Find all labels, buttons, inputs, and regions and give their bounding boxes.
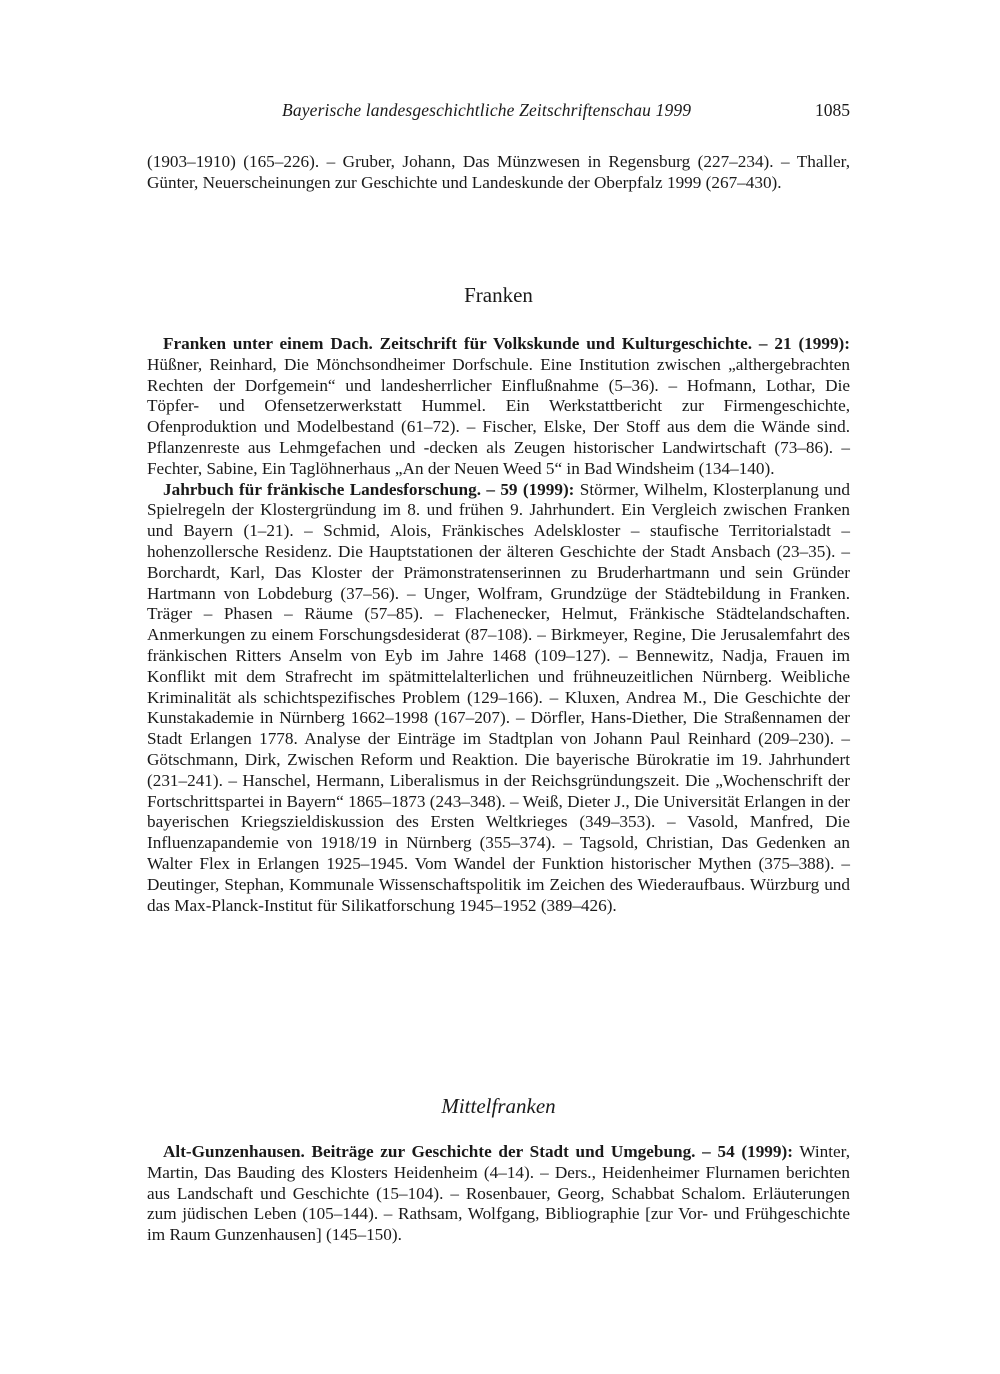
mittelfranken-entries: [147, 1142, 850, 1246]
entry-title: Jahrbuch für fränkische Landesforschung. – 59 (1999):: [163, 479, 575, 499]
entry-text: Hüßner, Reinhard, Die Mönchsondheimer Dorfschule. Eine Institution zwischen „althergebrachten Rechten der Dorfgemein“ und landesherrlicher Einflußnahme (5–36). – Hofmann, Lothar, Die Töpfer- und Ofensetzerwerkstatt Hummel. Ein Werkstattbericht zur Firmengeschichte, Ofenproduktion und Modelbestand (61–72). – Fischer, Elske, Der Stoff aus dem die Wände sind. Pflanzenreste aus Lehmgefachen und -decken als Zeugen historischer Landwirtschaft (73–86). – Fechter, Sabine, Ein Taglöhnerhaus „An der Neuen Weed 5“ in Bad Windsheim (134–140).: [147, 354, 850, 478]
continuation-text-block: [147, 152, 850, 194]
continuation-paragraph: (1903–1910) (165–226). – Gruber, Johann, Das Münzwesen in Regensburg (227–234). – Thaller, Günter, Neuerscheinungen zur Geschichte und Landeskunde der Oberpfalz 1999 (267–430).: [147, 152, 850, 192]
entry-title: Alt-Gunzenhausen. Beiträge zur Geschichte der Stadt und Umgebung. – 54 (1999):: [163, 1142, 793, 1161]
section-heading-franken: Franken: [464, 283, 533, 307]
page-number: 1085: [815, 100, 850, 120]
running-head: [147, 100, 850, 126]
running-title: Bayerische landesgeschichtliche Zeitschriftenschau 1999: [282, 100, 692, 120]
bibliography-entry: [147, 480, 850, 917]
entry-text: Störmer, Wilhelm, Klosterplanung und Spielregeln der Klostergründung im 8. und frühen 9. Jahrhundert. Ein Vergleich zwischen Franken und Bayern (1–21). – Schmid, Alois, Fränkisches Adelskloster – staufische Territorialstadt – hohenzollersche Residenz. Die Hauptstationen der älteren Geschichte der Stadt Ansbach (23–35). – Borchardt, Karl, Das Kloster der Prämonstratenserinnen zu Bruderhartmann und sein Gründer Hartmann von Lobdeburg (37–56). – Unger, Wolfram, Grundzüge der Städtebildung in Franken. Träger – Phasen – Räume (57–85). – Flachenecker, Helmut, Fränkische Städtelandschaften. Anmerkungen zu einem Forschungsdesiderat (87–108). – Birkmeyer, Regine, Die Jerusalemfahrt des fränkischen Ritters Anselm von Eyb im Jahre 1468 (109–127). – Bennewitz, Nadja, Frauen im Konflikt mit dem Strafrecht im spätmittelalterlichen und frühneuzeitlichen Nürnberg. Weibliche Kriminalität als schichtspezifisches Problem (129–166). – Kluxen, Andrea M., Die Geschichte der Kunstakademie in Nürnberg 1662–1998 (167–207). – Dörfler, Hans-Diether, Die Straßennamen der Stadt Erlangen 1778. Analyse der Einträge im Stadtplan von Johann Paul Reinhard (209–230). – Götschmann, Dirk, Zwischen Reform und Reaktion. Die bayerische Bürokratie im 19. Jahrhundert (231–241). – Hanschel, Hermann, Liberalismus in der Reichsgründungszeit. Die „Wochenschrift der Fortschrittspartei in Bayern“ 1865–1873 (243–348). – Weiß, Dieter J., Die Universität Erlangen in der bayerischen Kriegszieldiskussion des Ersten Weltkrieges (349–353). – Vasold, Manfred, Die Influenzapandemie von 1918/19 in Nürnberg (355–374). – Tagsold, Christian, Das Gedenken an Walter Flex in Erlangen 1925–1945. Vom Wandel der Funktion historischer Mythen (375–388). – Deutinger, Stephan, Kommunale Wissenschaftspolitik im Zeichen des Wiederaufbaus. Würzburg und das Max-Planck-Institut für Silikatforschung 1945–1952 (389–426).: [147, 479, 850, 915]
entry-text: Winter, Martin, Das Bauding des Klosters Heidenheim (4–14). – Ders., Heidenheimer Flurnamen berichten aus Landschaft und Geschichte (15–104). – Rosenbauer, Georg, Schabbat Schalom. Erläuterungen zum jüdischen Leben (105–144). – Rathsam, Wolfgang, Bibliographie [zur Vor- und Frühgeschichte im Raum Gunzenhausen] (145–150).: [147, 1142, 851, 1245]
franken-entries: [147, 334, 850, 916]
bibliography-entry: [147, 334, 850, 480]
entry-title: Franken unter einem Dach. Zeitschrift für Volkskunde und Kulturgeschichte. – 21 (1999):: [163, 334, 850, 353]
bibliography-entry: [147, 1142, 850, 1246]
section-heading-mittelfranken: Mittelfranken: [441, 1094, 556, 1118]
